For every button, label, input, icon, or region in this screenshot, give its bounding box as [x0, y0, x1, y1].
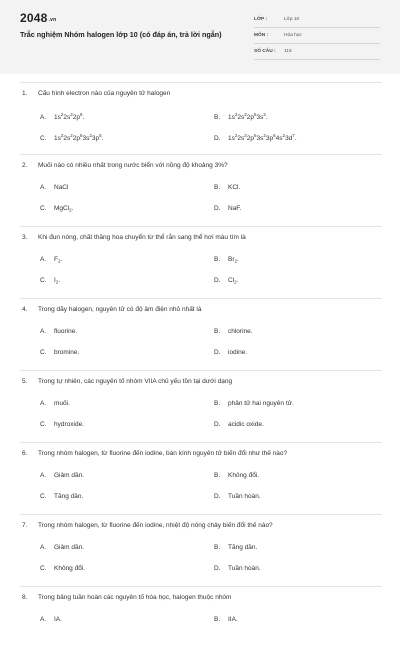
question-prompt: Trong tự nhiên, các nguyên tố nhóm VIIA chủ yếu tồn tại dưới dạng	[38, 378, 233, 385]
option-d[interactable]	[214, 565, 261, 572]
site-logo[interactable]	[20, 11, 56, 25]
option-letter: D.	[214, 349, 221, 356]
option-c[interactable]	[40, 493, 83, 500]
option-letter: C.	[40, 565, 47, 572]
option-text: MgCl$_2$.	[54, 205, 74, 213]
option-letter: C.	[40, 205, 47, 212]
option-a[interactable]	[40, 112, 84, 121]
question-number: 8.	[22, 594, 28, 601]
option-b[interactable]	[214, 184, 240, 191]
question-number: 2.	[22, 162, 28, 169]
option-text: Tuần hoàn.	[228, 493, 261, 500]
option-text: hydroxide.	[54, 421, 84, 428]
meta-value: 115	[284, 49, 292, 54]
option-text: bromine.	[54, 349, 80, 356]
option-b[interactable]	[214, 112, 268, 121]
question-prompt: Trong nhóm halogen, từ fluorine đến iodine, nhiệt độ nóng chảy biến đổi thế nào?	[38, 522, 273, 529]
question-number: 6.	[22, 450, 28, 457]
option-text: Tăng dần.	[54, 493, 84, 500]
option-letter: B.	[214, 400, 221, 407]
option-b[interactable]	[214, 616, 238, 623]
meta-panel	[254, 13, 380, 61]
question-prompt: Trong dãy halogen, nguyên tử có độ âm điện nhỏ nhất là	[38, 306, 202, 313]
option-text: IA.	[54, 616, 62, 623]
option-text: Giảm dần.	[54, 544, 84, 551]
option-letter: B.	[214, 256, 221, 263]
option-letter: A.	[40, 114, 47, 121]
option-letter: A.	[40, 184, 47, 191]
option-c[interactable]	[40, 349, 79, 356]
question-prompt: Cấu hình electron nào của nguyên tử halogen	[38, 90, 171, 97]
question-text	[20, 594, 231, 601]
question-prompt: Trong bảng tuần hoàn các nguyên tố hóa học, halogen thuộc nhóm	[38, 594, 232, 601]
option-text: $Cl_2$.	[228, 277, 239, 285]
option-text: acidic oxide.	[228, 421, 264, 428]
page-title: Trắc nghiệm Nhóm halogen lớp 10 (có đáp án, trả lời ngắn)	[20, 30, 222, 39]
option-text: Không đổi.	[54, 565, 86, 572]
option-text: NaF.	[228, 205, 242, 212]
option-text: $1s^22s^22p^6$.	[54, 112, 85, 121]
option-letter: D.	[214, 493, 221, 500]
option-c[interactable]	[40, 565, 85, 572]
option-letter: A.	[40, 400, 47, 407]
question-text	[20, 378, 232, 385]
option-c[interactable]	[40, 205, 74, 213]
option-b[interactable]	[214, 544, 257, 551]
option-text: $F_2$.	[54, 256, 63, 264]
question-text	[20, 162, 228, 169]
option-b[interactable]	[214, 328, 253, 335]
option-text: iodine.	[228, 349, 248, 356]
meta-row-count	[254, 45, 380, 60]
question-item	[20, 586, 382, 658]
option-letter: D.	[214, 421, 221, 428]
option-text: $I_2$.	[54, 277, 61, 285]
page-header	[0, 0, 400, 74]
question-text	[20, 522, 273, 529]
question-list	[20, 82, 382, 658]
option-text: IIA.	[228, 616, 238, 623]
option-d[interactable]	[214, 349, 247, 356]
option-letter: C.	[40, 421, 47, 428]
option-b[interactable]	[214, 400, 294, 407]
question-item	[20, 154, 382, 226]
option-a[interactable]	[40, 544, 84, 551]
option-text: $1s^22s^22p^63s^2$.	[228, 112, 268, 121]
option-letter: B.	[214, 328, 221, 335]
option-text: Tuần hoàn.	[228, 565, 261, 572]
meta-key: SỐ CÂU :	[254, 49, 276, 54]
meta-value: Lớp 10	[284, 17, 300, 22]
option-text: phân tử hai nguyên tử.	[228, 400, 294, 407]
logo-suffix: .vn	[48, 17, 57, 23]
question-text	[20, 90, 170, 97]
option-a[interactable]	[40, 616, 62, 623]
option-text: chlorine.	[228, 328, 253, 335]
option-letter: A.	[40, 256, 47, 263]
meta-value: Hóa học	[284, 33, 302, 38]
option-letter: B.	[214, 184, 221, 191]
question-prompt: Trong nhóm halogen, từ fluorine đến iodine, bán kính nguyên tử biến đổi như thế nào?	[38, 450, 288, 457]
option-letter: B.	[214, 114, 221, 121]
question-prompt: Muối nào có nhiều nhất trong nước biển với nồng độ khoảng 3%?	[38, 162, 228, 169]
option-c[interactable]	[40, 133, 103, 142]
option-text: $1s^22s^22p^63s^23p^5$.	[54, 133, 104, 142]
option-letter: C.	[40, 349, 47, 356]
option-a[interactable]	[40, 184, 68, 191]
meta-key: LỚP :	[254, 17, 268, 22]
question-prompt: Khi đun nóng, chất thăng hoa chuyển từ thể rắn sang thể hơi màu tím là	[38, 234, 246, 241]
option-text: NaCl	[54, 184, 69, 191]
option-letter: B.	[214, 544, 221, 551]
meta-key: MÔN :	[254, 33, 269, 38]
option-letter: B.	[214, 616, 221, 623]
question-text	[20, 306, 201, 313]
question-number: 3.	[22, 234, 28, 241]
option-letter: D.	[214, 205, 221, 212]
question-item	[20, 226, 382, 298]
option-letter: D.	[214, 565, 221, 572]
question-number: 5.	[22, 378, 28, 385]
option-text: $1s^22s^22p^63s^23p^64s^23d^7$.	[228, 133, 297, 142]
question-number: 7.	[22, 522, 28, 529]
option-letter: D.	[214, 277, 221, 284]
question-item	[20, 514, 382, 586]
option-a[interactable]	[40, 472, 84, 479]
option-letter: C.	[40, 277, 47, 284]
question-item	[20, 370, 382, 442]
option-letter: A.	[40, 544, 47, 551]
option-a[interactable]	[40, 328, 77, 335]
option-c[interactable]	[40, 421, 84, 428]
question-item	[20, 82, 382, 154]
meta-row-subject	[254, 29, 380, 44]
option-text: Không đổi.	[228, 472, 260, 479]
option-text: Giảm dần.	[54, 472, 84, 479]
option-d[interactable]	[214, 133, 297, 142]
option-a[interactable]	[40, 256, 62, 264]
question-number: 4.	[22, 306, 28, 313]
question-item	[20, 442, 382, 514]
option-letter: C.	[40, 135, 47, 142]
option-b[interactable]	[214, 472, 259, 479]
option-d[interactable]	[214, 421, 264, 428]
option-letter: A.	[40, 328, 47, 335]
option-text: Tăng dần.	[228, 544, 258, 551]
option-text: KCl.	[228, 184, 241, 191]
option-letter: A.	[40, 472, 47, 479]
question-item	[20, 298, 382, 370]
option-letter: B.	[214, 472, 221, 479]
option-d[interactable]	[214, 205, 241, 212]
question-text	[20, 234, 246, 241]
option-text: $Br_2$.	[228, 256, 239, 264]
option-letter: A.	[40, 616, 47, 623]
option-d[interactable]	[214, 277, 238, 285]
option-b[interactable]	[214, 256, 239, 264]
meta-row-class	[254, 13, 380, 28]
question-text	[20, 450, 287, 457]
option-d[interactable]	[214, 493, 261, 500]
logo-text: 2048	[20, 11, 48, 25]
option-text: muối.	[54, 400, 70, 407]
option-letter: D.	[214, 135, 221, 142]
option-text: fluorine.	[54, 328, 78, 335]
option-letter: C.	[40, 493, 47, 500]
question-number: 1.	[22, 90, 28, 97]
option-a[interactable]	[40, 400, 70, 407]
option-c[interactable]	[40, 277, 60, 285]
